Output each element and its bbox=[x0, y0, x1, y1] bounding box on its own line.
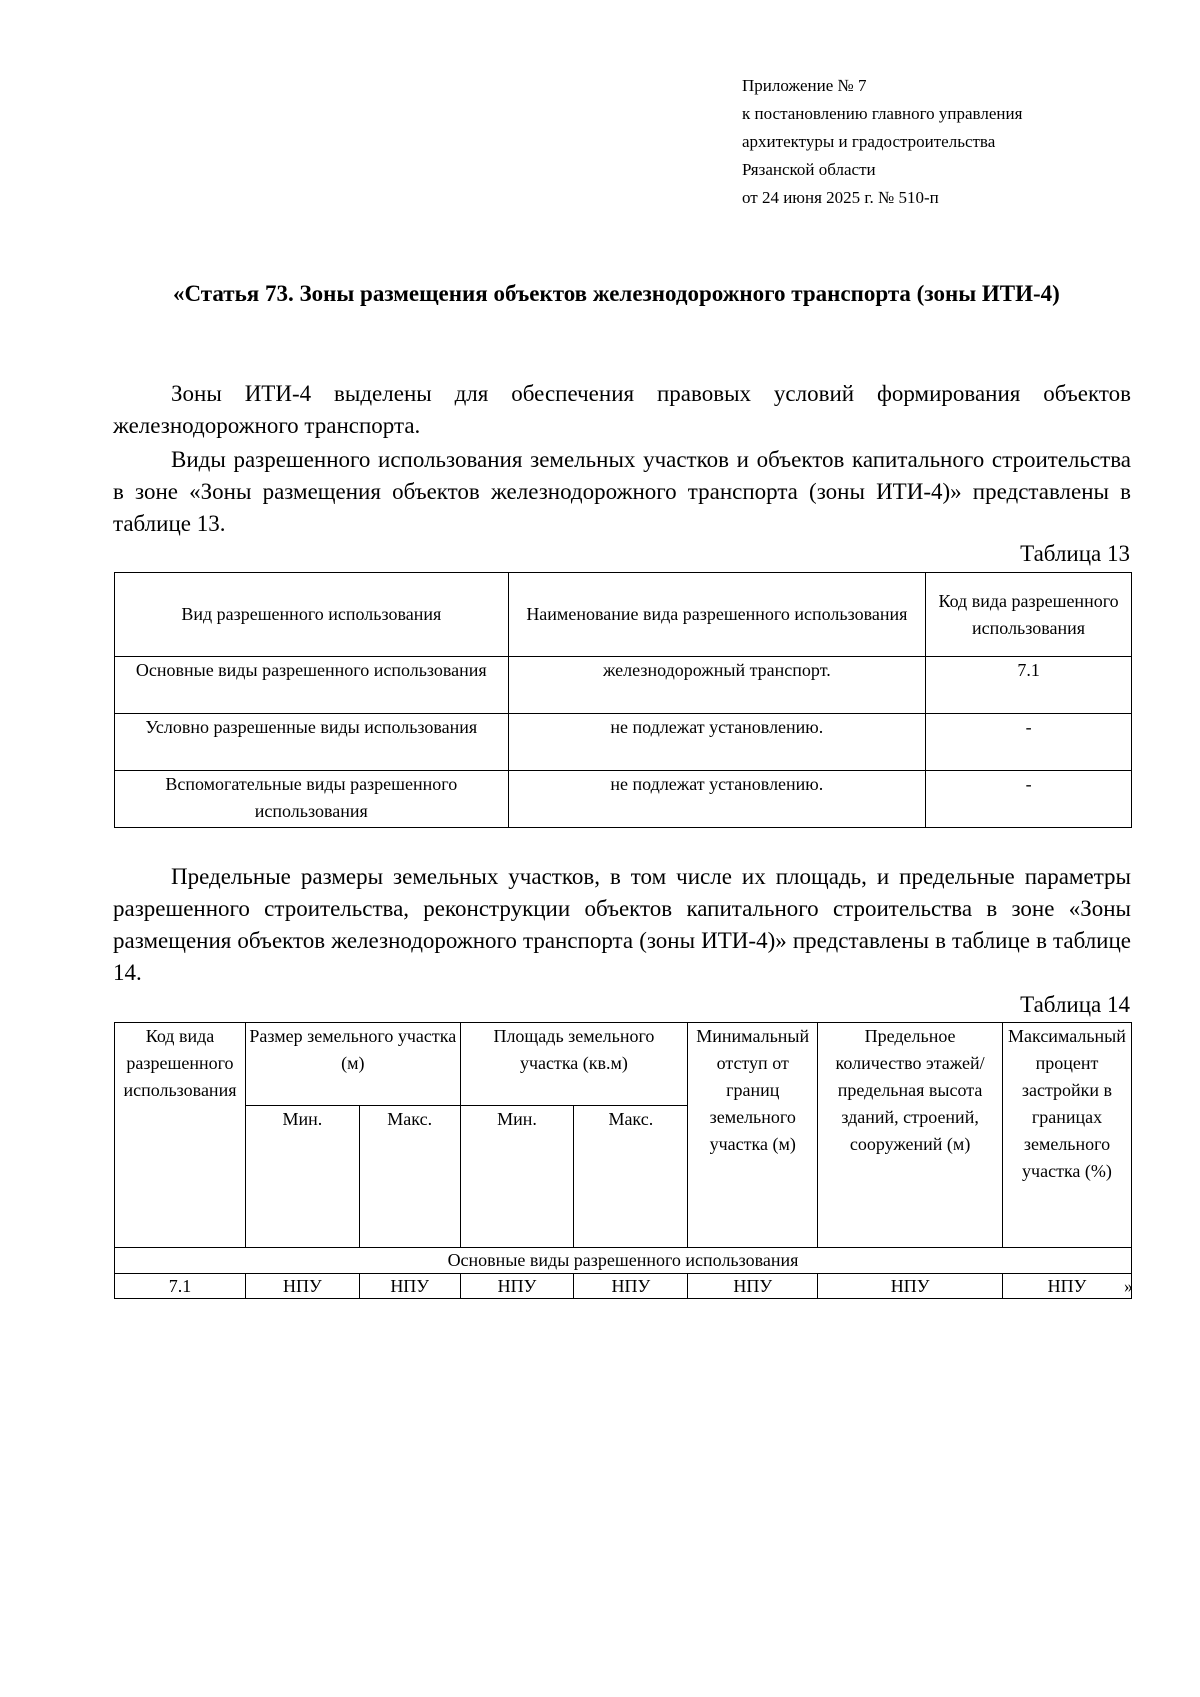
table-cell-last bbox=[1002, 1274, 1131, 1299]
header-cell-min-setback: Минимальный отступ от границ земельного участка (м) bbox=[688, 1023, 818, 1248]
appendix-line: архитектуры и градостроительства bbox=[742, 132, 996, 151]
header-cell: Наименование вида разрешенного использования bbox=[508, 573, 926, 657]
appendix-line: Рязанской области bbox=[742, 160, 876, 179]
header-cell-area: Площадь земельного участка (кв.м) bbox=[460, 1023, 688, 1106]
table-section-row bbox=[115, 1248, 1132, 1274]
table-cell: НПУ bbox=[574, 1274, 688, 1299]
table-row bbox=[115, 657, 1132, 714]
table-row bbox=[115, 714, 1132, 771]
table-cell: Вспомогательные виды разрешенного использования bbox=[115, 771, 509, 828]
table-14 bbox=[114, 1022, 1132, 1299]
header-cell: Код вида разрешенного использования bbox=[926, 573, 1132, 657]
paragraph-3: Предельные размеры земельных участков, в том числе их площадь, и предельные параметры разрешенного строительства, реконструкции объектов капитального строительства в зоне «Зоны размещения объектов железнодорожного транспорта (зоны ИТИ-4)» представлены в таблице в таблице 14. bbox=[113, 864, 1131, 985]
table-cell: железнодорожный транспорт. bbox=[508, 657, 926, 714]
table-cell: 7.1 bbox=[115, 1274, 246, 1299]
appendix-line: от 24 июня 2025 г. № 510-п bbox=[742, 188, 939, 207]
table-cell: НПУ bbox=[818, 1274, 1003, 1299]
appendix-line: Приложение № 7 bbox=[742, 76, 867, 95]
header-cell-min: Мин. bbox=[460, 1106, 574, 1248]
table-cell-value: НПУ bbox=[1047, 1276, 1087, 1296]
header-cell-max-percent: Максимальный процент застройки в границах земельного участка (%) bbox=[1002, 1023, 1131, 1248]
table-cell: НПУ bbox=[460, 1274, 574, 1299]
table-cell: - bbox=[926, 714, 1132, 771]
table-cell: 7.1 bbox=[926, 657, 1132, 714]
table-cell: Условно разрешенные виды использования bbox=[115, 714, 509, 771]
table-cell: не подлежат установлению. bbox=[508, 771, 926, 828]
table-cell: НПУ bbox=[359, 1274, 460, 1299]
table-13 bbox=[114, 572, 1132, 828]
closing-quote: » bbox=[1124, 1276, 1133, 1296]
table-header-row bbox=[115, 1023, 1132, 1106]
section-cell: Основные виды разрешенного использования bbox=[115, 1248, 1132, 1274]
header-cell-min: Мин. bbox=[245, 1106, 359, 1248]
table-cell: НПУ bbox=[688, 1274, 818, 1299]
header-cell: Вид разрешенного использования bbox=[115, 573, 509, 657]
table-header-row bbox=[115, 573, 1132, 657]
table-cell: - bbox=[926, 771, 1132, 828]
header-cell-code: Код вида разрешенного использования bbox=[115, 1023, 246, 1248]
header-cell-size: Размер земельного участка (м) bbox=[245, 1023, 460, 1106]
header-cell-max-floors: Предельное количество этажей/ предельная высота зданий, строений, сооружений (м) bbox=[818, 1023, 1003, 1248]
paragraph-1: Зоны ИТИ-4 выделены для обеспечения правовых условий формирования объектов железнодорожного транспорта. bbox=[113, 381, 1131, 438]
table-cell: не подлежат установлению. bbox=[508, 714, 926, 771]
appendix-block bbox=[742, 72, 1162, 212]
table-13-caption: Таблица 13 bbox=[1020, 541, 1130, 566]
table-cell: НПУ bbox=[245, 1274, 359, 1299]
appendix-line: к постановлению главного управления bbox=[742, 104, 1023, 123]
header-cell-max: Макс. bbox=[574, 1106, 688, 1248]
table-14-caption: Таблица 14 bbox=[1020, 992, 1130, 1017]
article-heading: «Статья 73. Зоны размещения объектов железнодорожного транспорта (зоны ИТИ-4) bbox=[173, 281, 1060, 306]
table-cell: Основные виды разрешенного использования bbox=[115, 657, 509, 714]
table-row bbox=[115, 1274, 1132, 1299]
header-cell-max: Макс. bbox=[359, 1106, 460, 1248]
paragraph-2: Виды разрешенного использования земельных участков и объектов капитального строительства в зоне «Зоны размещения объектов железнодорожного транспорта (зоны ИТИ-4)» представлены в таблице 13. bbox=[113, 447, 1131, 536]
table-row bbox=[115, 771, 1132, 828]
